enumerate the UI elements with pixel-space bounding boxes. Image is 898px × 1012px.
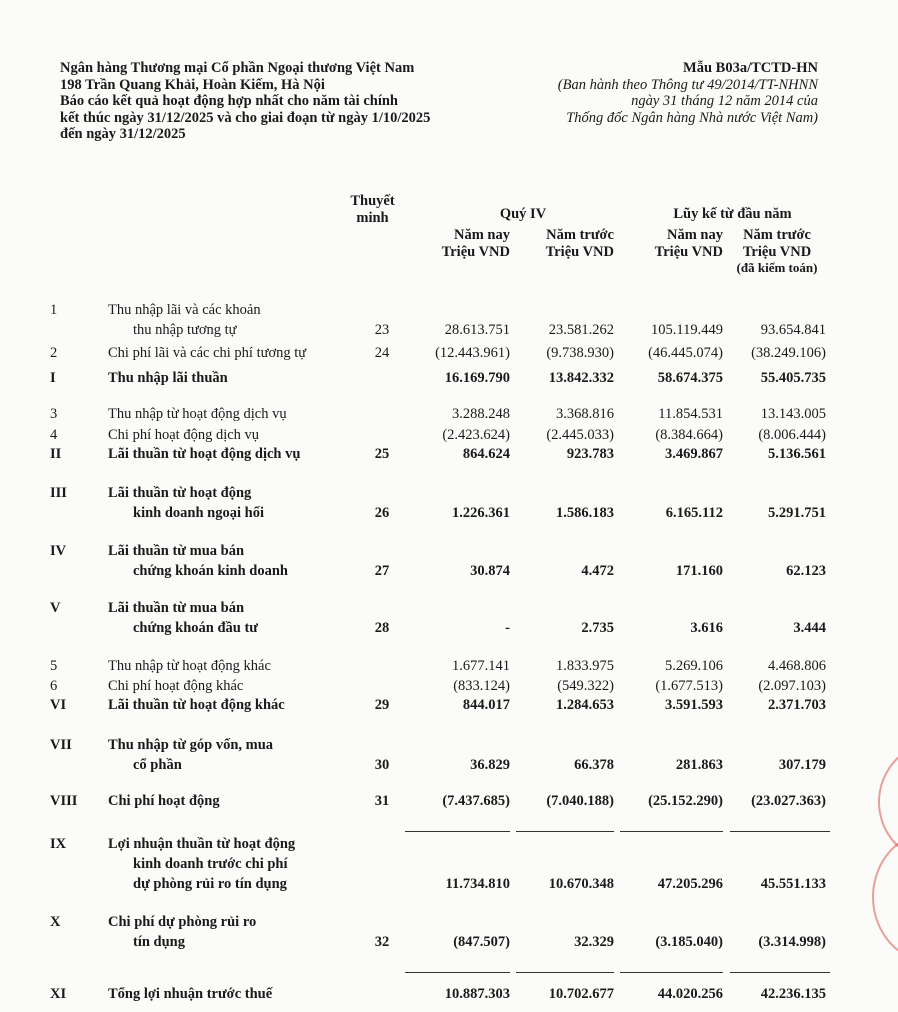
cell-q-now: (833.124) <box>453 678 510 694</box>
row-note: 24 <box>374 345 390 361</box>
cell-y-prev: (3.314.998) <box>758 934 826 950</box>
row-code: I <box>50 370 56 386</box>
col-label: Năm nay <box>667 227 723 243</box>
row-label: Chi phí hoạt động khác <box>108 678 244 694</box>
row-note: 30 <box>374 757 390 773</box>
row-code: 2 <box>50 345 58 361</box>
row-label: Lợi nhuận thuần từ hoạt động <box>108 836 296 852</box>
row-label: Tổng lợi nhuận trước thuế <box>108 986 273 1002</box>
cell-q-now: 28.613.751 <box>444 322 510 338</box>
col-label: Năm nay <box>454 227 510 243</box>
cell-q-prev: 23.581.262 <box>548 322 614 338</box>
row-label: Thu nhập từ hoạt động dịch vụ <box>108 406 287 422</box>
cell-q-prev: (7.040.188) <box>546 793 614 809</box>
cell-q-prev: 1.833.975 <box>556 658 614 674</box>
row-code: X <box>50 914 61 930</box>
cell-y-now: (3.185.040) <box>655 934 723 950</box>
table-row <box>0 836 898 896</box>
row-label: Lãi thuần từ hoạt động khác <box>108 697 285 713</box>
row-label: kinh doanh trước chi phí <box>133 856 288 872</box>
row-code: VIII <box>50 793 78 809</box>
row-line <box>0 986 898 1004</box>
cell-y-now: 3.616 <box>690 620 723 636</box>
cell-y-now: 281.863 <box>675 757 723 773</box>
cell-y-prev: 307.179 <box>778 757 826 773</box>
cell-q-now: 30.874 <box>470 563 510 579</box>
cell-q-now: 844.017 <box>462 697 510 713</box>
row-label: Lãi thuần từ mua bán <box>108 600 245 616</box>
row-line <box>0 678 898 696</box>
table-row <box>0 370 898 388</box>
col-audited: (đã kiểm toán) <box>736 260 818 275</box>
table-row <box>0 543 898 583</box>
row-line <box>0 563 898 583</box>
row-note: 25 <box>374 446 390 462</box>
row-note: 32 <box>374 934 390 950</box>
row-label: chứng khoán đầu tư <box>133 620 258 636</box>
col-unit: Triệu VND <box>742 243 812 260</box>
cell-q-prev: (2.445.033) <box>546 427 614 443</box>
row-code: 1 <box>50 302 58 318</box>
row-line <box>0 600 898 620</box>
cell-q-prev: 2.735 <box>581 620 614 636</box>
row-line <box>0 836 898 856</box>
separator-rule <box>620 972 723 973</box>
col-label: Năm trước <box>546 227 614 243</box>
cell-y-prev: (23.027.363) <box>751 793 826 809</box>
row-label: chứng khoán kinh doanh <box>133 563 288 579</box>
row-note: 27 <box>374 563 390 579</box>
row-note: 28 <box>374 620 390 636</box>
cell-q-prev: 3.368.816 <box>556 406 614 422</box>
cell-q-prev: 32.329 <box>574 934 614 950</box>
ytd-group-header: Lũy kế từ đầu năm <box>673 206 792 222</box>
row-line <box>0 697 898 715</box>
col-label: Năm trước <box>743 227 811 243</box>
note-header-line2: minh <box>356 209 389 226</box>
report-header <box>60 60 430 143</box>
row-label: Thu nhập từ hoạt động khác <box>108 658 271 674</box>
cell-y-now: 105.119.449 <box>651 322 723 338</box>
cell-y-now: 3.591.593 <box>665 697 723 713</box>
col-unit: Triệu VND <box>654 243 723 260</box>
row-line <box>0 446 898 464</box>
row-code: XI <box>50 986 67 1002</box>
cell-q-now: 36.829 <box>470 757 510 773</box>
row-line <box>0 485 898 505</box>
row-line <box>0 620 898 640</box>
col-quarter-prev-year <box>510 227 614 260</box>
cell-q-now: 3.288.248 <box>452 406 510 422</box>
row-label: Thu nhập lãi thuần <box>108 370 228 386</box>
row-line <box>0 757 898 777</box>
row-label: dự phòng rủi ro tín dụng <box>133 876 287 892</box>
row-code: V <box>50 600 61 616</box>
row-code: IV <box>50 543 67 559</box>
cell-q-prev: (9.738.930) <box>546 345 614 361</box>
row-code: 5 <box>50 658 58 674</box>
report-title-line3: đến ngày 31/12/2025 <box>60 126 186 142</box>
row-line <box>0 876 898 896</box>
row-label: Lãi thuần từ hoạt động <box>108 485 252 501</box>
row-line <box>0 505 898 525</box>
bank-address: 198 Trần Quang Khải, Hoàn Kiếm, Hà Nội <box>60 76 325 93</box>
cell-y-now: 58.674.375 <box>657 370 723 386</box>
cell-q-prev: 10.702.677 <box>548 986 614 1002</box>
cell-y-now: (25.152.290) <box>648 793 723 809</box>
row-label: Thu nhập từ góp vốn, mua <box>108 737 274 753</box>
row-label: Chi phí dự phòng rủi ro <box>108 914 257 930</box>
cell-y-now: 6.165.112 <box>665 505 723 521</box>
row-line <box>0 370 898 388</box>
row-line <box>0 322 898 342</box>
cell-q-prev: 13.842.332 <box>548 370 614 386</box>
cell-q-now: 864.624 <box>462 446 510 462</box>
col-quarter-this-year <box>410 227 510 260</box>
row-code: 6 <box>50 678 58 694</box>
row-code: VI <box>50 697 67 713</box>
separator-rule <box>405 972 510 973</box>
report-title-line2: kết thúc ngày 31/12/2025 và cho giai đoạn từ ngày 1/10/2025 <box>60 109 431 126</box>
row-label: Lãi thuần từ hoạt động dịch vụ <box>108 446 301 462</box>
issued-line1: (Ban hành theo Thông tư 49/2014/TT-NHNN <box>557 76 818 93</box>
row-label: kinh doanh ngoại hối <box>133 505 264 521</box>
separator-rule <box>620 831 723 832</box>
table-row <box>0 697 898 715</box>
table-row <box>0 485 898 525</box>
row-code: II <box>50 446 62 462</box>
cell-y-prev: (2.097.103) <box>758 678 826 694</box>
cell-q-prev: 10.670.348 <box>548 876 614 892</box>
cell-q-now: (2.423.624) <box>442 427 510 443</box>
cell-q-now: (12.443.961) <box>435 345 510 361</box>
table-row <box>0 986 898 1004</box>
separator-rule <box>405 831 510 832</box>
cell-y-prev: 55.405.735 <box>760 370 826 386</box>
cell-q-prev: 923.783 <box>566 446 614 462</box>
row-line <box>0 427 898 445</box>
col-unit: Triệu VND <box>545 243 614 260</box>
col-ytd-this-year <box>620 227 723 260</box>
row-note: 31 <box>374 793 390 809</box>
row-code: 4 <box>50 427 58 443</box>
row-line <box>0 345 898 363</box>
report-title-line1: Báo cáo kết quả hoạt động hợp nhất cho năm tài chính <box>60 93 398 109</box>
cell-y-prev: 13.143.005 <box>760 406 826 422</box>
separator-rule <box>730 831 830 832</box>
cell-y-now: 47.205.296 <box>657 876 723 892</box>
cell-y-now: 5.269.106 <box>665 658 723 674</box>
cell-y-prev: 2.371.703 <box>768 697 826 713</box>
cell-y-prev: 4.468.806 <box>768 658 826 674</box>
table-row <box>0 406 898 424</box>
cell-q-prev: 4.472 <box>581 563 614 579</box>
cell-y-prev: 62.123 <box>786 563 826 579</box>
table-row <box>0 658 898 676</box>
table-row <box>0 793 898 811</box>
cell-q-now: (7.437.685) <box>442 793 510 809</box>
cell-q-now: 11.734.810 <box>445 876 510 892</box>
separator-rule <box>516 831 614 832</box>
table-row <box>0 678 898 696</box>
row-line <box>0 934 898 954</box>
row-label: cổ phần <box>133 757 182 773</box>
cell-y-prev: 45.551.133 <box>760 876 826 892</box>
row-note: 23 <box>374 322 390 338</box>
note-column-header <box>345 193 400 226</box>
issued-line2: ngày 31 tháng 12 năm 2014 của <box>631 93 818 109</box>
row-line <box>0 302 898 322</box>
cell-y-now: 44.020.256 <box>657 986 723 1002</box>
table-row <box>0 345 898 363</box>
cell-y-prev: (8.006.444) <box>758 427 826 443</box>
cell-y-prev: (38.249.106) <box>751 345 826 361</box>
col-ytd-prev-year <box>723 227 831 277</box>
table-row <box>0 600 898 640</box>
row-line <box>0 406 898 424</box>
cell-q-now: - <box>505 620 510 636</box>
row-line <box>0 543 898 563</box>
row-line <box>0 793 898 811</box>
row-code: III <box>50 485 67 501</box>
cell-y-now: 171.160 <box>675 563 723 579</box>
table-row <box>0 302 898 342</box>
separator-rule <box>730 972 830 973</box>
row-note: 29 <box>374 697 390 713</box>
quarter-group-header: Quý IV <box>499 206 547 222</box>
row-note: 26 <box>374 505 390 521</box>
cell-y-prev: 93.654.841 <box>760 322 826 338</box>
cell-q-prev: (549.322) <box>557 678 614 694</box>
table-row <box>0 737 898 777</box>
cell-y-now: 3.469.867 <box>665 446 723 462</box>
table-row <box>0 427 898 445</box>
cell-y-now: 11.854.531 <box>658 406 723 422</box>
cell-q-prev: 1.586.183 <box>556 505 614 521</box>
cell-q-now: 10.887.303 <box>444 986 510 1002</box>
cell-y-now: (1.677.513) <box>655 678 723 694</box>
bank-name: Ngân hàng Thương mại Cổ phần Ngoại thương Việt Nam <box>60 60 415 76</box>
row-line <box>0 658 898 676</box>
row-label: Lãi thuần từ mua bán <box>108 543 245 559</box>
form-code: Mẫu B03a/TCTD-HN <box>683 60 818 76</box>
cell-q-prev: 1.284.653 <box>556 697 614 713</box>
row-label: Chi phí hoạt động dịch vụ <box>108 427 260 443</box>
cell-q-now: 16.169.790 <box>444 370 510 386</box>
row-code: 3 <box>50 406 58 422</box>
cell-y-now: (8.384.664) <box>655 427 723 443</box>
cell-y-prev: 5.136.561 <box>768 446 826 462</box>
cell-y-prev: 3.444 <box>793 620 826 636</box>
cell-q-prev: 66.378 <box>574 757 614 773</box>
row-label: thu nhập tương tự <box>133 322 237 338</box>
table-row <box>0 914 898 954</box>
cell-y-prev: 42.236.135 <box>760 986 826 1002</box>
cell-q-now: (847.507) <box>453 934 510 950</box>
form-reference <box>558 60 818 126</box>
separator-rule <box>516 972 614 973</box>
note-header-line1: Thuyết <box>350 193 395 209</box>
cell-q-now: 1.226.361 <box>452 505 510 521</box>
row-code: VII <box>50 737 72 753</box>
row-label: tín dụng <box>133 934 185 950</box>
cell-q-now: 1.677.141 <box>452 658 510 674</box>
row-code: IX <box>50 836 67 852</box>
row-label: Thu nhập lãi và các khoản <box>108 302 261 318</box>
row-label: Chi phí lãi và các chi phí tương tự <box>108 345 307 361</box>
row-line <box>0 856 898 876</box>
row-label: Chi phí hoạt động <box>108 793 220 809</box>
col-unit: Triệu VND <box>441 243 510 260</box>
row-line <box>0 737 898 757</box>
issued-line3: Thống đốc Ngân hàng Nhà nước Việt Nam) <box>566 109 818 126</box>
table-row <box>0 446 898 464</box>
cell-y-prev: 5.291.751 <box>768 505 826 521</box>
row-line <box>0 914 898 934</box>
cell-y-now: (46.445.074) <box>648 345 723 361</box>
